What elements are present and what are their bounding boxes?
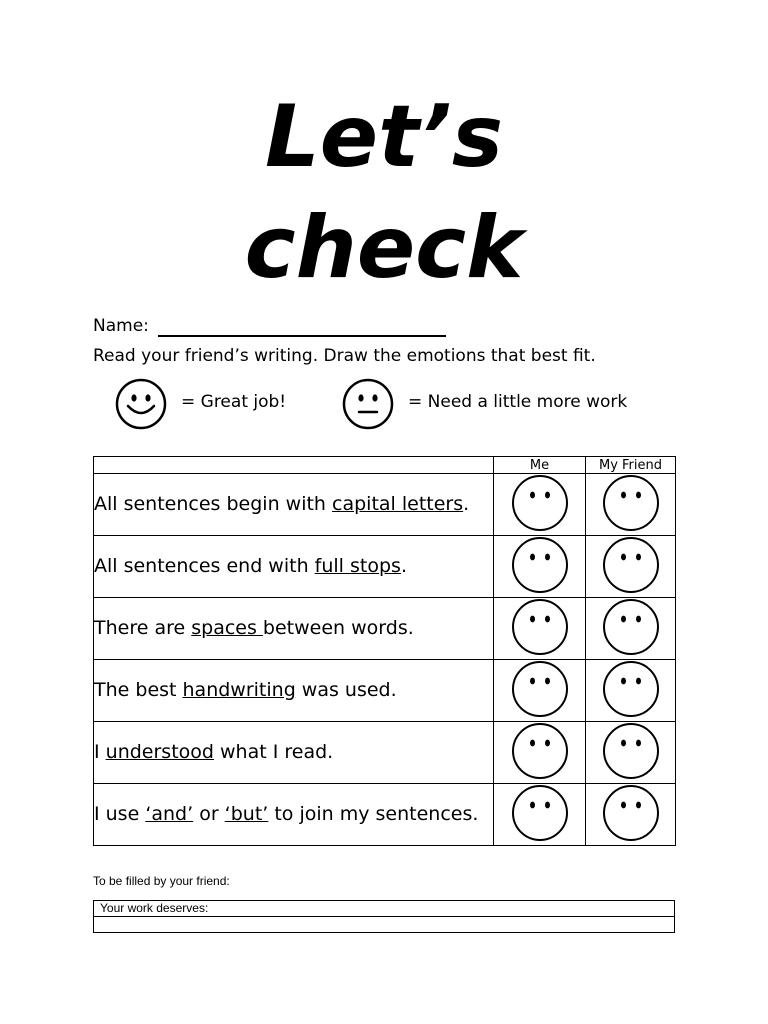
criteria-fragment: . (400, 555, 407, 577)
friend-blank-face-icon[interactable] (601, 475, 661, 531)
friend-face-cell[interactable] (586, 660, 676, 722)
underlined-keyword: ‘and’ (145, 803, 194, 825)
legend-great-job-text: = Great job! (181, 392, 287, 412)
criteria-fragment: All sentences end with (94, 555, 315, 577)
header-me: Me (494, 457, 586, 474)
legend (0, 378, 768, 430)
name-field[interactable] (158, 317, 446, 337)
criteria-fragment: what I read. (213, 741, 334, 763)
me-blank-face-icon[interactable] (510, 599, 570, 655)
me-blank-face-icon[interactable] (510, 785, 570, 841)
name-label: Name: (93, 316, 149, 336)
criteria-text (94, 536, 494, 598)
friend-face-cell[interactable] (586, 722, 676, 784)
me-face-cell[interactable] (494, 474, 586, 536)
me-face-cell[interactable] (494, 660, 586, 722)
criteria-fragment: or (193, 803, 225, 825)
criteria-fragment: I use (94, 803, 146, 825)
friend-face-cell[interactable] (586, 536, 676, 598)
criteria-fragment: between words. (262, 617, 414, 639)
criteria-text (94, 474, 494, 536)
criteria-fragment: There are (94, 617, 192, 639)
table-row (94, 660, 676, 722)
friend-face-cell[interactable] (586, 784, 676, 846)
underlined-keyword: spaces (191, 617, 263, 639)
name-row (93, 316, 446, 337)
friend-face-cell[interactable] (586, 474, 676, 536)
criteria-fragment: All sentences begin with (94, 493, 333, 515)
underlined-keyword: ‘but’ (224, 803, 269, 825)
table-row (94, 598, 676, 660)
criteria-fragment: was used. (295, 679, 397, 701)
criteria-fragment: to join my sentences. (268, 803, 479, 825)
me-face-cell[interactable] (494, 722, 586, 784)
title-line-1: Let’s (264, 87, 504, 187)
header-my-friend: My Friend (586, 457, 676, 474)
criteria-text (94, 660, 494, 722)
title-line-2: check (244, 198, 524, 298)
friend-note: To be filled by your friend: (93, 874, 230, 888)
me-blank-face-icon[interactable] (510, 537, 570, 593)
table-row (94, 474, 676, 536)
criteria-fragment: . (463, 493, 470, 515)
table-header-row (94, 457, 676, 474)
criteria-fragment: I (94, 741, 106, 763)
friend-blank-face-icon[interactable] (601, 537, 661, 593)
smiley-face-icon (115, 378, 167, 430)
me-face-cell[interactable] (494, 536, 586, 598)
me-face-cell[interactable] (494, 784, 586, 846)
me-blank-face-icon[interactable] (510, 475, 570, 531)
friend-blank-face-icon[interactable] (601, 785, 661, 841)
instruction-text: Read your friend’s writing. Draw the emotions that best fit. (93, 346, 596, 366)
self-check-table (93, 456, 676, 846)
deserves-table (93, 900, 675, 933)
table-row (94, 536, 676, 598)
underlined-keyword: understood (105, 741, 214, 763)
deserves-label: Your work deserves: (94, 901, 675, 917)
underlined-keyword: full stops (314, 555, 401, 577)
underlined-keyword: capital letters (332, 493, 464, 515)
criteria-fragment: The best (94, 679, 183, 701)
underlined-keyword: handwriting (182, 679, 296, 701)
friend-face-cell[interactable] (586, 598, 676, 660)
me-blank-face-icon[interactable] (510, 661, 570, 717)
criteria-text (94, 784, 494, 846)
criteria-text (94, 598, 494, 660)
criteria-text (94, 722, 494, 784)
me-face-cell[interactable] (494, 598, 586, 660)
legend-more-work-text: = Need a little more work (408, 392, 628, 412)
friend-blank-face-icon[interactable] (601, 723, 661, 779)
deserves-answer-field[interactable] (94, 917, 675, 933)
table-row (94, 722, 676, 784)
friend-blank-face-icon[interactable] (601, 599, 661, 655)
table-row (94, 784, 676, 846)
header-criteria (94, 457, 494, 474)
friend-blank-face-icon[interactable] (601, 661, 661, 717)
neutral-face-icon (342, 378, 394, 430)
me-blank-face-icon[interactable] (510, 723, 570, 779)
